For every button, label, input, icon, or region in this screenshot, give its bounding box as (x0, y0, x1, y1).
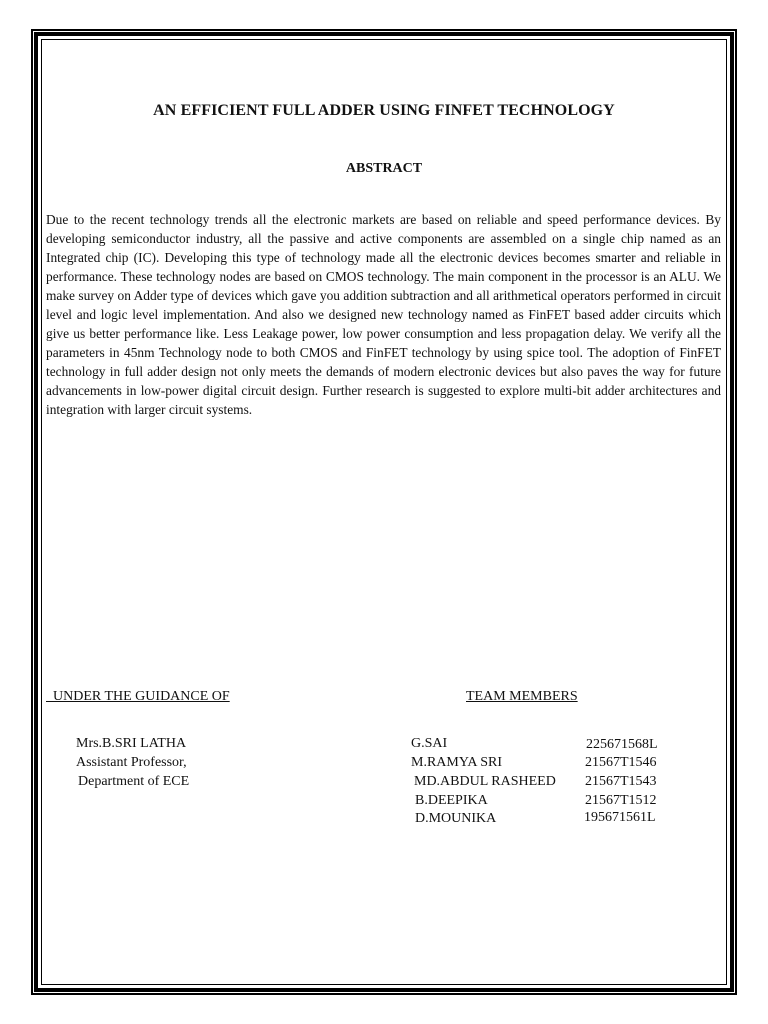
team-member-id: 195671561L (584, 810, 656, 825)
page-border-inner (41, 39, 727, 985)
team-member-id: 225671568L (586, 737, 658, 752)
team-member-id: 21567T1546 (585, 755, 657, 770)
guide-designation: Assistant Professor, (76, 755, 187, 770)
team-member-name: M.RAMYA SRI (411, 755, 503, 770)
team-member-name: D.MOUNIKA (415, 811, 497, 826)
abstract-text: Due to the recent technology trends all the electronic markets are based on reliable and speed performance devices. By developing semiconductor industry, all the passive and active components are assembled on a single chip named as an Integrated chip (IC). Developing this type of technology made all the electronic devices becomes smarter and reliable in performance. These technology nodes are based on CMOS technology. The main component in the processor is an ALU. We make survey on Adder type of devices which gave you addition subtraction and all arithmetical operators performed in circuit level and logic level implementation. And also we designed new technology named as FinFET based adder circuits which give us better performance like. Less Leakage power, low power consumption and less propagation delay. We verify all the parameters in 45nm Technology node to both CMOS and FinFET technology by using spice tool. The adoption of FinFET technology in full adder design not only meets the demands of modern electronic devices but also paves the way for future advancements in low-power digital circuit design. Further research is suggested to explore multi-bit adder architectures and integration with larger circuit systems. (46, 212, 721, 417)
document-title: AN EFFICIENT FULL ADDER USING FINFET TECHNOLOGY (153, 102, 615, 119)
team-member-name: G.SAI (411, 736, 448, 751)
guidance-heading: UNDER THE GUIDANCE OF (46, 689, 230, 704)
team-member-name: B.DEEPIKA (415, 793, 488, 808)
team-member-id: 21567T1543 (585, 774, 657, 789)
team-member-name: MD.ABDUL RASHEED (414, 774, 556, 789)
team-members-heading: TEAM MEMBERS (466, 689, 578, 704)
guide-department: Department of ECE (78, 774, 190, 789)
team-member-id: 21567T1512 (585, 793, 657, 808)
guide-name: Mrs.B.SRI LATHA (76, 736, 187, 751)
abstract-heading: ABSTRACT (345, 161, 423, 176)
